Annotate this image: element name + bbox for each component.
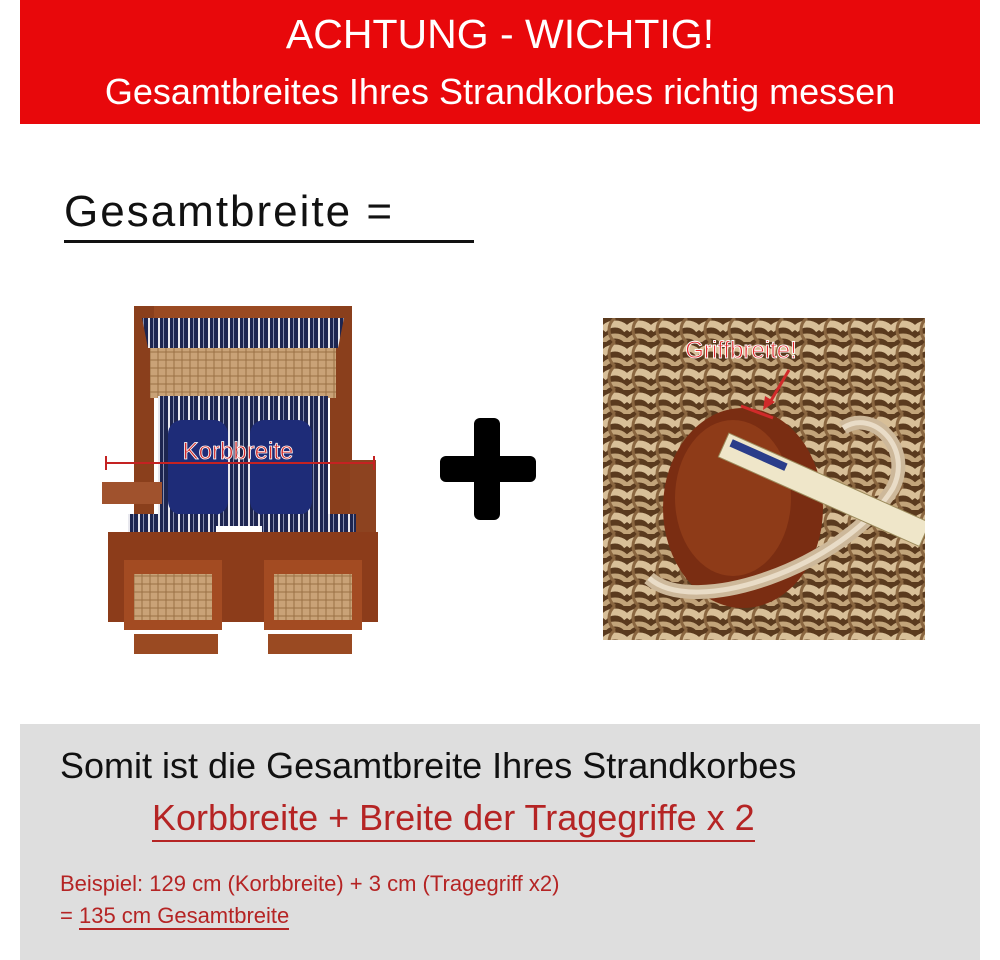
example-line: Beispiel: 129 cm (Korbbreite) + 3 cm (Tragegriff x2): [60, 871, 560, 896]
example-result: 135 cm Gesamtbreite: [78, 903, 290, 928]
example-result-line: [60, 902, 289, 930]
example-prefix: =: [60, 903, 79, 928]
korbbreite-label: Korbbreite: [182, 438, 294, 465]
info-formula: Korbbreite + Breite der Tragegriffe x 2: [152, 796, 755, 842]
banner-title: ACHTUNG - WICHTIG!: [285, 11, 715, 57]
page-heading: Gesamtbreite =: [64, 186, 474, 243]
griffbreite-label: Griffbreite!: [685, 337, 797, 364]
banner-subtitle: Gesamtbreites Ihres Strandkorbes richtig messen: [104, 71, 896, 112]
beach-chair-image: [98, 300, 388, 660]
info-line-1: Somit ist die Gesamtbreite Ihres Strandkorbes: [60, 745, 797, 786]
warning-banner: [20, 0, 980, 124]
handle-closeup-image: [603, 318, 925, 640]
plus-icon: [438, 416, 538, 522]
